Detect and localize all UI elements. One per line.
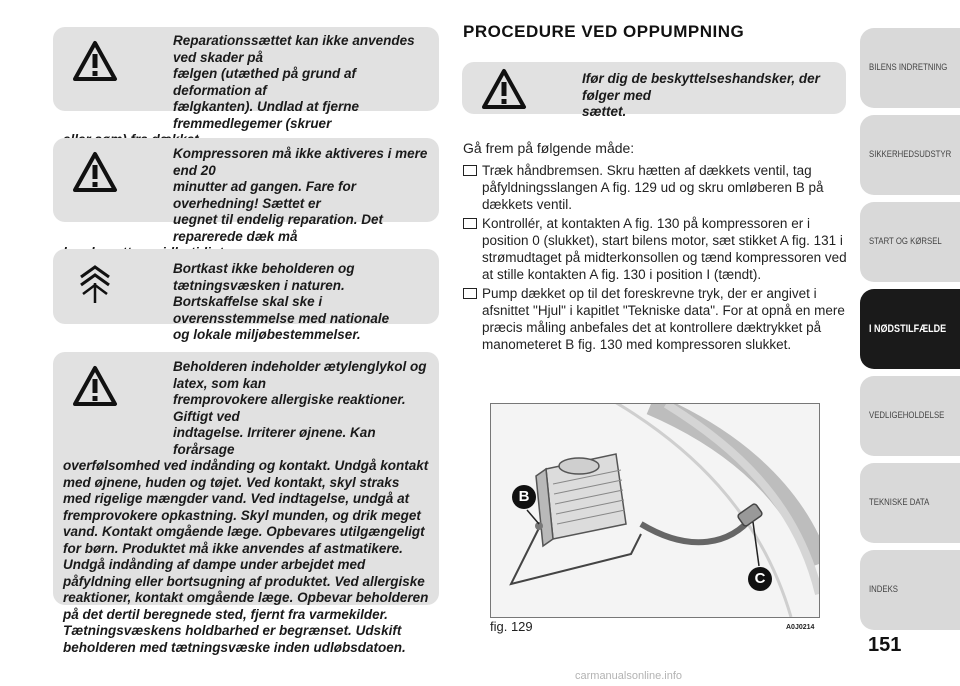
procedure-steps bbox=[463, 162, 849, 355]
step-text: Pump dækket op til det foreskrevne tryk, der er angivet i afsnittet "Hjul" i kapitlet "Tekniske data". For at opnå en mere præcis måling anbefales det at kontrollere dæktrykket på manometeret B fig. 130 med kompressoren slukket. bbox=[482, 286, 845, 352]
warning-line: Kompressoren må ikke aktiveres i mere end 20 bbox=[173, 146, 428, 178]
warning-line: overfølsomhed ved indånding og kontakt. Undgå kontakt med øjnene, huden og tøjet. Ved kontakt, skyl straks med rigelige mængder vand. Ved indtagelse, undgå at fremprovokere opkastning. Skyl munden, og drik meget vand. Kontakt omgående læge. Opbevares utilgængeligt for børn. Produktet må ikke anvendes af astmatikere. Undgå indånding af dampe under arbejdet med påfyldning eller bortsugning af produktet. Ved allergiske reaktioner, kontakt omgående læge. Opbevar beholderen på det dertil beregnede sted, fjernt fra varmekilder. Tætningsvæskens holdbarhed er begrænset. Udskift beholderen med tætningsvæske inden udløbsdatoen. bbox=[63, 458, 429, 655]
section-heading: PROCEDURE VED OPPUMPNING bbox=[463, 22, 745, 41]
warning-line: Beholderen indeholder ætylenglykol og latex, som kan bbox=[173, 359, 427, 391]
tab-label: VEDLIGEHOLDELSE bbox=[869, 410, 945, 421]
tab-label: BILENS INDRETNING bbox=[869, 62, 948, 73]
warning-line: fælgkanten). Undlad at fjerne fremmedlegemer (skruer bbox=[173, 99, 360, 131]
warning-line: indtagelse. Irriterer øjnene. Kan forårsage bbox=[173, 425, 376, 457]
tab-vedligeholdelse[interactable] bbox=[860, 376, 960, 456]
tab-start-og-korsel[interactable] bbox=[860, 202, 960, 282]
tab-bilens-indretning[interactable] bbox=[860, 28, 960, 108]
tab-label: TEKNISKE DATA bbox=[869, 497, 930, 508]
list-item bbox=[463, 162, 849, 213]
step-text: Træk håndbremsen. Skru hætten af dækkets ventil, tag påfyldningsslangen A fig. 129 ud og skru omløberen B på dækkets ventil. bbox=[482, 163, 824, 212]
warning-line: Ifør dig de beskyttelseshandsker, der følger med bbox=[582, 71, 820, 103]
warning-line: Reparationssættet kan ikke anvendes ved skader på bbox=[173, 33, 415, 65]
warning-box-repair-kit-limits bbox=[53, 27, 439, 131]
checkbox-bullet-icon bbox=[463, 218, 477, 229]
list-item bbox=[463, 285, 849, 353]
environment-box-disposal bbox=[53, 249, 439, 342]
page-number: 151 bbox=[868, 634, 902, 656]
tab-tekniske-data[interactable] bbox=[860, 463, 960, 543]
environment-line: Bortskaffelse skal ske i overensstemmelse med nationale bbox=[173, 294, 390, 326]
procedure-intro: Gå frem på følgende måde: bbox=[463, 140, 635, 156]
callout-c-label: C bbox=[754, 570, 766, 587]
tab-indeks[interactable] bbox=[860, 550, 960, 630]
warning-box-compressor-time bbox=[53, 138, 439, 244]
list-item bbox=[463, 215, 849, 283]
checkbox-bullet-icon bbox=[463, 288, 477, 299]
warning-box-gloves bbox=[462, 62, 846, 119]
figure-caption: fig. 129 bbox=[490, 619, 533, 634]
checkbox-bullet-icon bbox=[463, 165, 477, 176]
figure-129-illustration bbox=[490, 403, 820, 618]
warning-box-sealant-hazards bbox=[53, 352, 439, 655]
tab-label: I NØDSTILFÆLDE bbox=[869, 323, 947, 335]
warning-line: uegnet til endelig reparation. Det reparerede dæk må bbox=[173, 212, 384, 244]
tab-sikkerhedsudstyr[interactable] bbox=[860, 115, 960, 195]
tab-label: SIKKERHEDSUDSTYR bbox=[869, 149, 952, 160]
figure-code: A0J0214 bbox=[786, 624, 815, 631]
callout-b-label: B bbox=[518, 488, 530, 505]
warning-line: fremprovokere allergiske reaktioner. Giftigt ved bbox=[173, 392, 406, 424]
tab-label: INDEKS bbox=[869, 584, 899, 595]
warning-line: sættet. bbox=[582, 104, 627, 119]
environment-line: og lokale miljøbestemmelser. bbox=[173, 327, 361, 342]
environment-line: Bortkast ikke beholderen og tætningsvæsken i naturen. bbox=[173, 261, 355, 293]
tab-i-nodstilfaelde[interactable] bbox=[860, 289, 960, 369]
warning-line: minutter ad gangen. Fare for overhedning! Sættet er bbox=[173, 179, 357, 211]
tab-label: START OG KØRSEL bbox=[869, 236, 942, 247]
step-text: Kontrollér, at kontakten A fig. 130 på kompressoren er i position 0 (slukket), start bilens motor, sæt stikket A fig. 131 i strømudtaget på midterkonsollen og tænd kompressoren ved at stille kontakten A fig. 130 i position I (tændt). bbox=[482, 216, 847, 282]
watermark: carmanualsonline.info bbox=[575, 670, 683, 682]
warning-line: fælgen (utæthed på grund af deformation af bbox=[173, 66, 356, 98]
